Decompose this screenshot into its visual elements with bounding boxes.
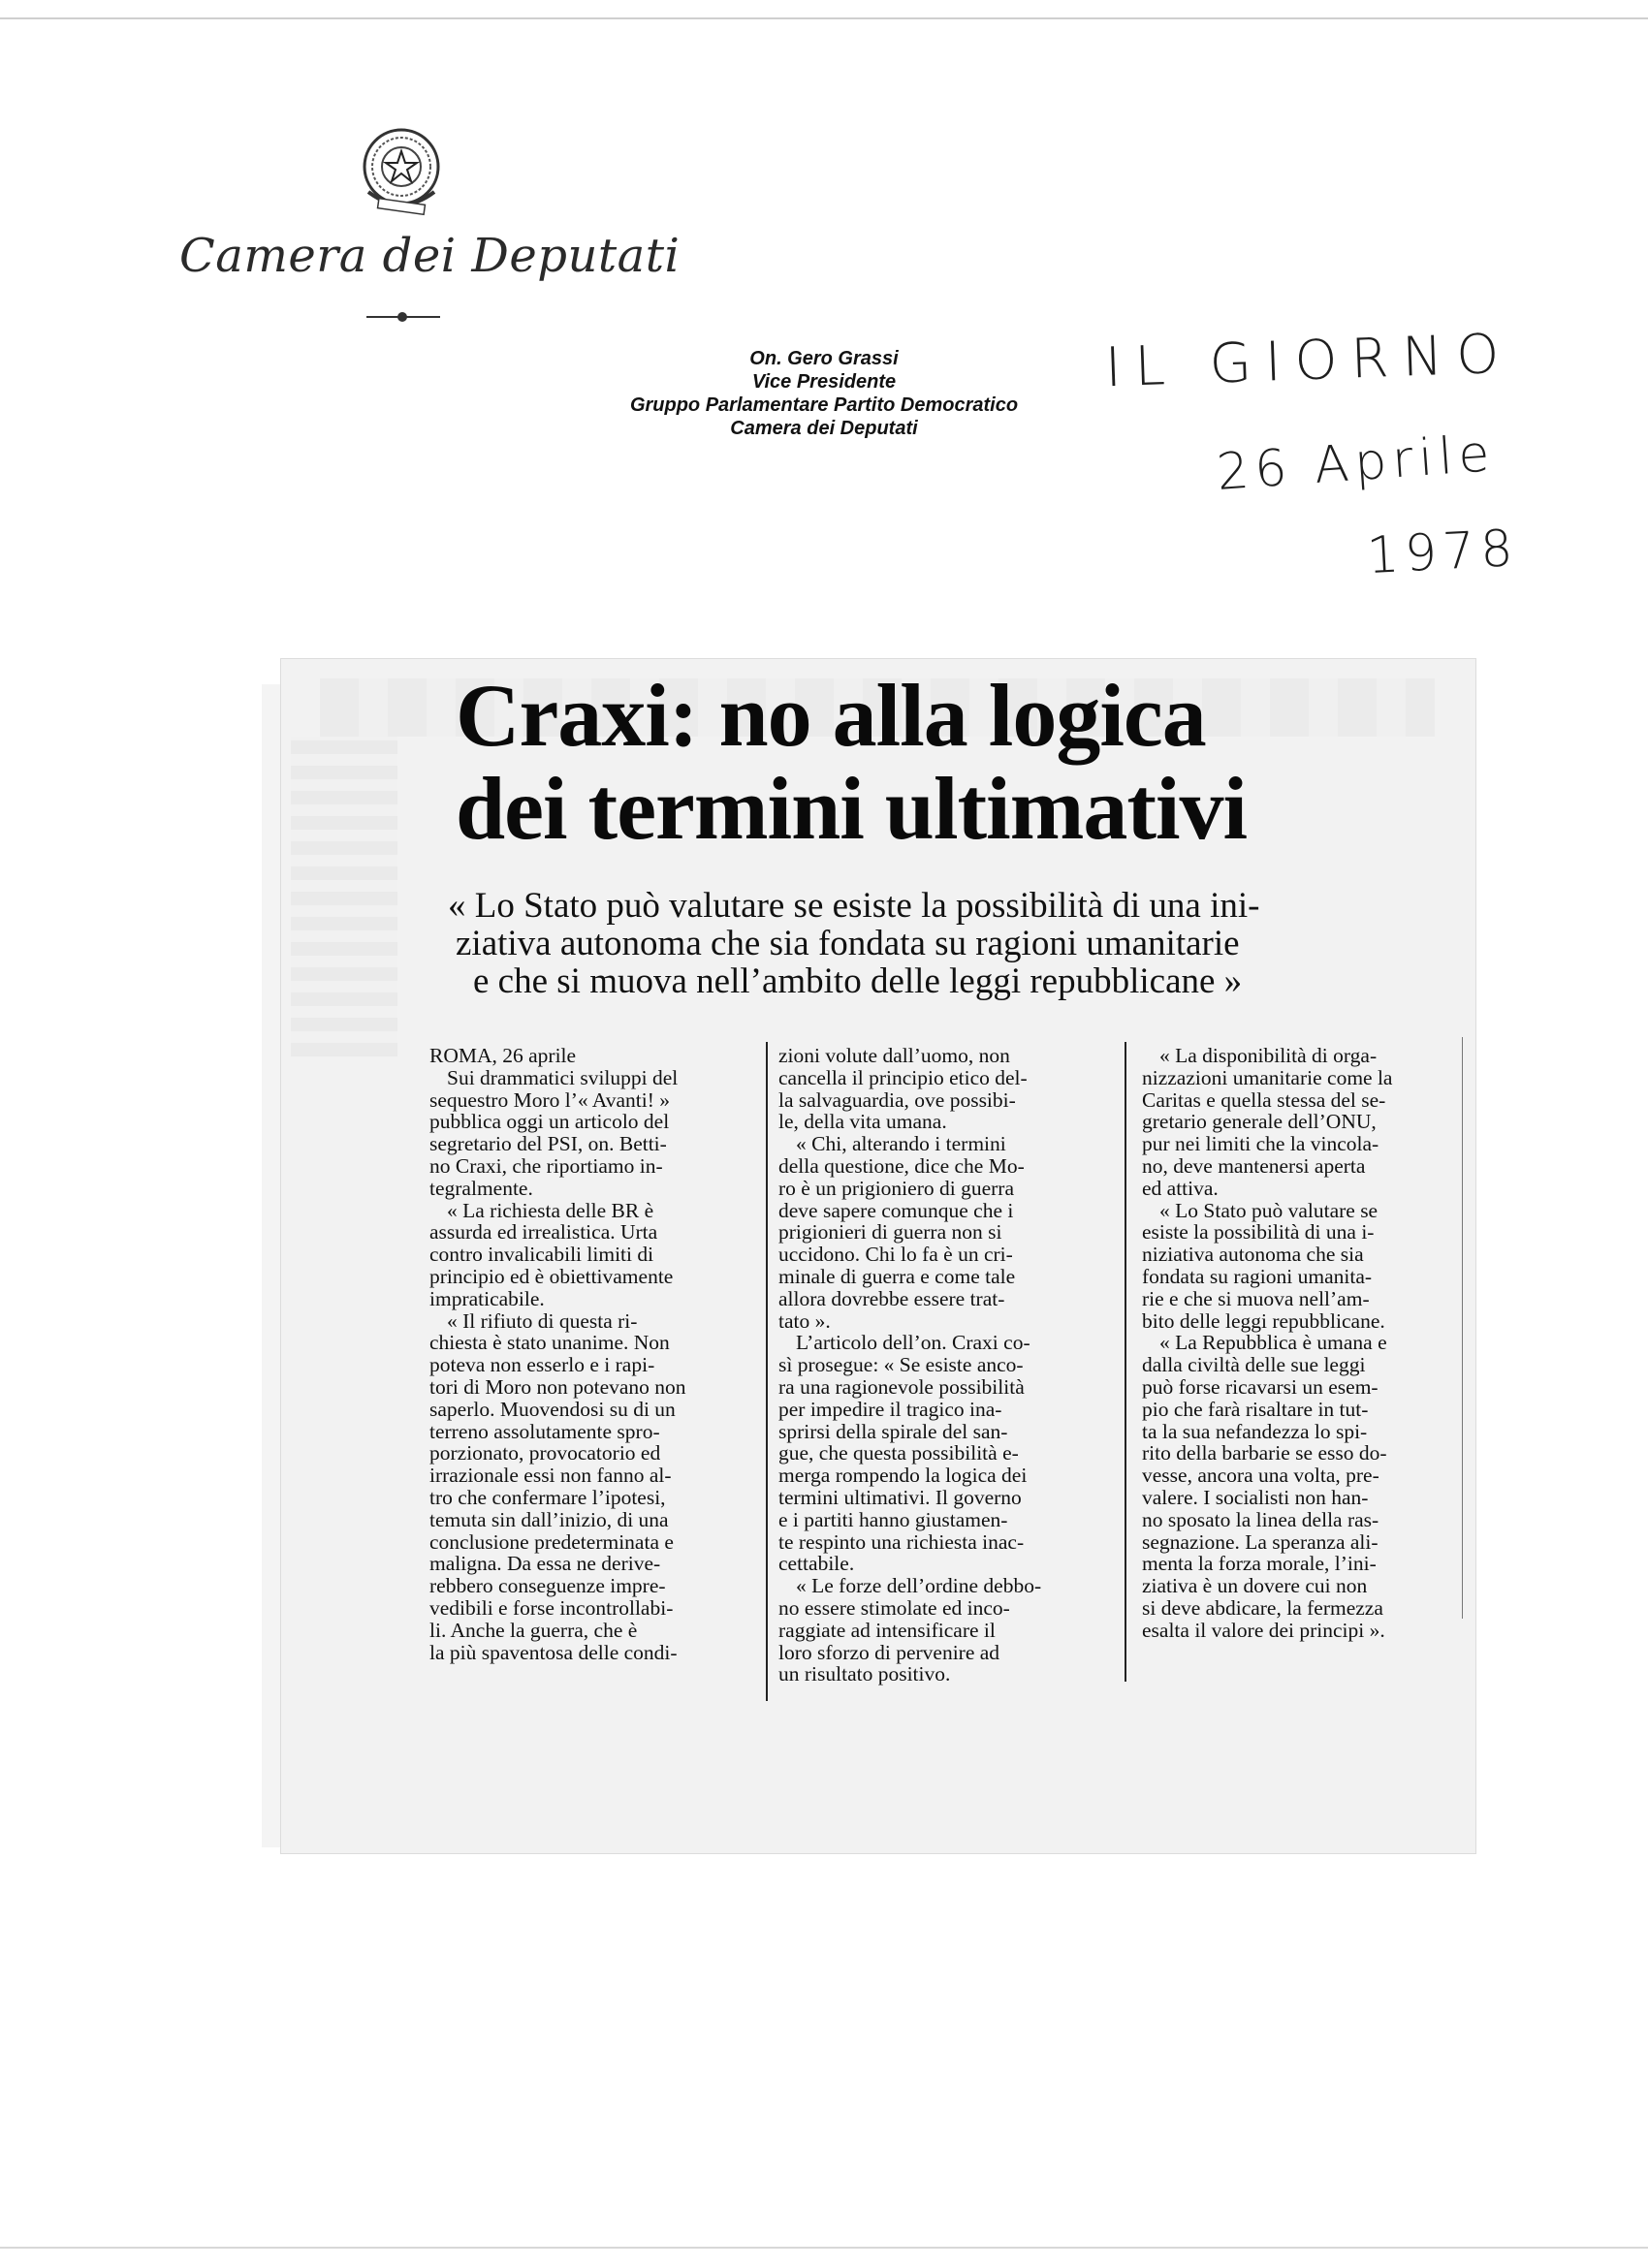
column-divider (1125, 1042, 1126, 1682)
column-divider (766, 1042, 768, 1701)
handwritten-date: 26 Aprile (1215, 425, 1498, 502)
article-subhead (448, 887, 1456, 1000)
subhead-line: e che si muova nell’ambito delle leggi repubblicane » (473, 961, 1243, 1001)
italian-republic-emblem-icon (357, 124, 446, 221)
handwritten-year: 1978 (1365, 519, 1520, 586)
article-column-2: zioni volute dall’uomo, non cancella il principio etico del- la salvaguardia, ove possibi- le, della vita umana. « Chi, alterando i termini della questione, dice che Mo- ro è un prigioniero di guerra deve sapere comunque che i prigionieri di guerra non si uccidono. Chi lo fa è un cri- minale di guerra e come tale allora dovrebbe essere trat- tato ». L’articolo dell’on. Craxi co- sì prosegue: « Se esiste anco- ra una ragionevole possibilità per impedire il tragico ina- sprirsi della spirale del san- gue, che questa possibilità e- merga rompendo la logica dei termini ultimativi. Il governo e i partiti hanno giustamen- te respinto una richiesta inac- cettabile. « Le forze dell’ordine debbo- no essere stimolate ed inco- raggiate ad intensificare il loro sforzo di pervenire ad un risultato positivo. (778, 1044, 1042, 1686)
article-dateline: ROMA, 26 aprile (429, 1044, 577, 1067)
deputy-group: Gruppo Parlamentare Partito Democratico (629, 394, 1019, 416)
article-column-1: ROMA, 26 aprile Sui drammatici sviluppi del sequestro Moro l’« Avanti! » pubblica oggi un articolo del segretario del PSI, on. Betti- no Craxi, che riportiamo in- tegralmente. « La richiesta delle BR è assurda ed irrealistica. Urta contro invalicabili limiti di principio ed è obiettivamente impraticabile. « Il rifiuto di questa ri- chiesta è stato unanime. Non poteva non esserlo e i rapi- tori di Moro non potevano non saperlo. Muovendosi su di un terreno assolutamente spro- porzionato, provocatorio ed irrazionale essi non fanno al- tro che confermare l’ipotesi, temuta sin dall’inizio, di una conclusione predeterminata e maligna. Da essa ne derive- rebbero conseguenze impre- vedibili e forse incontrollabi- li. Anche la guerra, che è la più spaventosa delle condi- (429, 1045, 764, 1663)
handwritten-newspaper: IL GIORNO (1103, 322, 1514, 400)
article-column-3: « La disponibilità di orga- nizzazioni umanitarie come la Caritas e quella stessa del se- gretario generale dell’ONU, pur nei limiti che la vincola- no, deve mantenersi aperta ed attiva. « Lo Stato può valutare se esiste la possibilità di una i- niziativa autonoma che sia fondata su ragioni umanita- rie e che si muova nell’am- bito delle leggi repubblicane. « La Repubblica è umana e dalla civiltà delle sue leggi può forse ricavarsi un esem- pio che farà risaltare in tut- ta la sua nefandezza lo spi- rito della barbarie se esso do- vesse, ancora una volta, pre- valere. I socialisti non han- no sposato la linea della ras- segnazione. La speranza ali- menta la forza morale, l’ini- ziativa è un dovere cui non si deve abdicare, la fermezza esalta il valore dei principi ». (1142, 1044, 1393, 1642)
deputy-signature-block (582, 347, 1066, 440)
deputy-role: Vice Presidente (751, 371, 897, 393)
letterhead-divider-dot (397, 312, 407, 322)
headline-line: Craxi: no alla logica (456, 666, 1206, 765)
subhead-line: « Lo Stato può valutare se esiste la possibilità di una ini- (448, 886, 1260, 926)
clipping-edge-rule (1462, 1037, 1463, 1619)
deputy-chamber: Camera dei Deputati (730, 418, 918, 439)
headline-line: dei termini ultimativi (456, 759, 1248, 858)
scan-top-edge (0, 17, 1648, 19)
bleed-through-column (291, 737, 397, 1056)
scan-bottom-edge (0, 2247, 1648, 2249)
institution-name: Camera dei Deputati (179, 229, 681, 283)
deputy-name: On. Gero Grassi (749, 348, 899, 369)
subhead-line: ziativa autonoma che sia fondata su ragioni umanitarie (456, 924, 1240, 963)
article-headline (456, 666, 1444, 858)
